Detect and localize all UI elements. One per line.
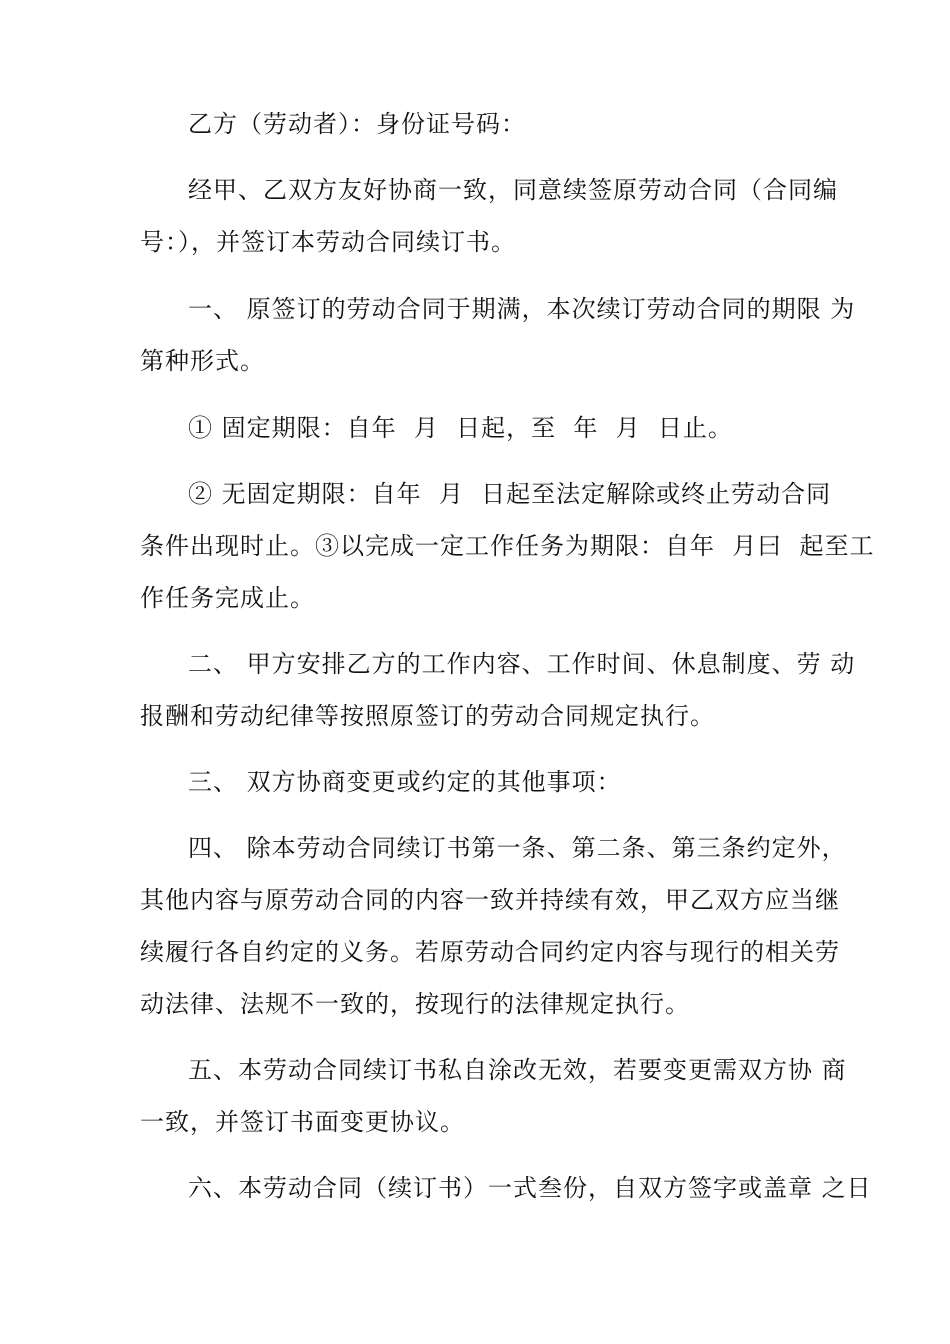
option-open-term-line-2: 条件出现时止。③以完成一定工作任务为期限：自年 月曰 起至工 [140, 532, 875, 560]
clause-2-line-1: 二、 甲方安排乙方的工作内容、工作时间、休息制度、劳 动 [188, 650, 856, 678]
party-b-line: 乙方（劳动者）：身份证号码： [188, 110, 526, 138]
intro-line-1: 经甲、乙双方友好协商一致，同意续签原劳动合同（合同编 [188, 176, 838, 204]
clause-6-line-1: 六、本劳动合同（续订书）一式叁份，自双方签字或盖章 之日 [188, 1174, 872, 1202]
clause-1-line-2: 第种形式。 [140, 347, 265, 375]
option-task-term-line: 作任务完成止。 [140, 584, 315, 612]
clause-4-line-2: 其他内容与原劳动合同的内容一致并持续有效，甲乙双方应当继 [140, 886, 840, 914]
clause-3-line: 三、 双方协商变更或约定的其他事项： [188, 768, 622, 796]
option-open-term-line-1: ② 无固定期限：自年 月 日起至法定解除或终止劳动合同 [188, 480, 832, 508]
clause-5-line-1: 五、本劳动合同续订书私自涂改无效，若要变更需双方协 商 [188, 1056, 847, 1084]
option-fixed-term: ① 固定期限：自年 月 日起，至 年 月 日止。 [188, 414, 733, 442]
clause-2-line-2: 报酬和劳动纪律等按照原签订的劳动合同规定执行。 [140, 702, 715, 730]
clause-4-line-1: 四、 除本劳动合同续订书第一条、第二条、第三条约定外， [188, 834, 847, 862]
clause-5-line-2: 一致，并签订书面变更协议。 [140, 1108, 465, 1136]
clause-4-line-4: 动法律、法规不一致的，按现行的法律规定执行。 [140, 990, 690, 1018]
clause-1-line-1: 一、 原签订的劳动合同于期满，本次续订劳动合同的期限 为 [188, 295, 856, 323]
intro-line-2: 号：），并签订本劳动合同续订书。 [140, 228, 516, 256]
clause-4-line-3: 续履行各自约定的义务。若原劳动合同约定内容与现行的相关劳 [140, 938, 840, 966]
